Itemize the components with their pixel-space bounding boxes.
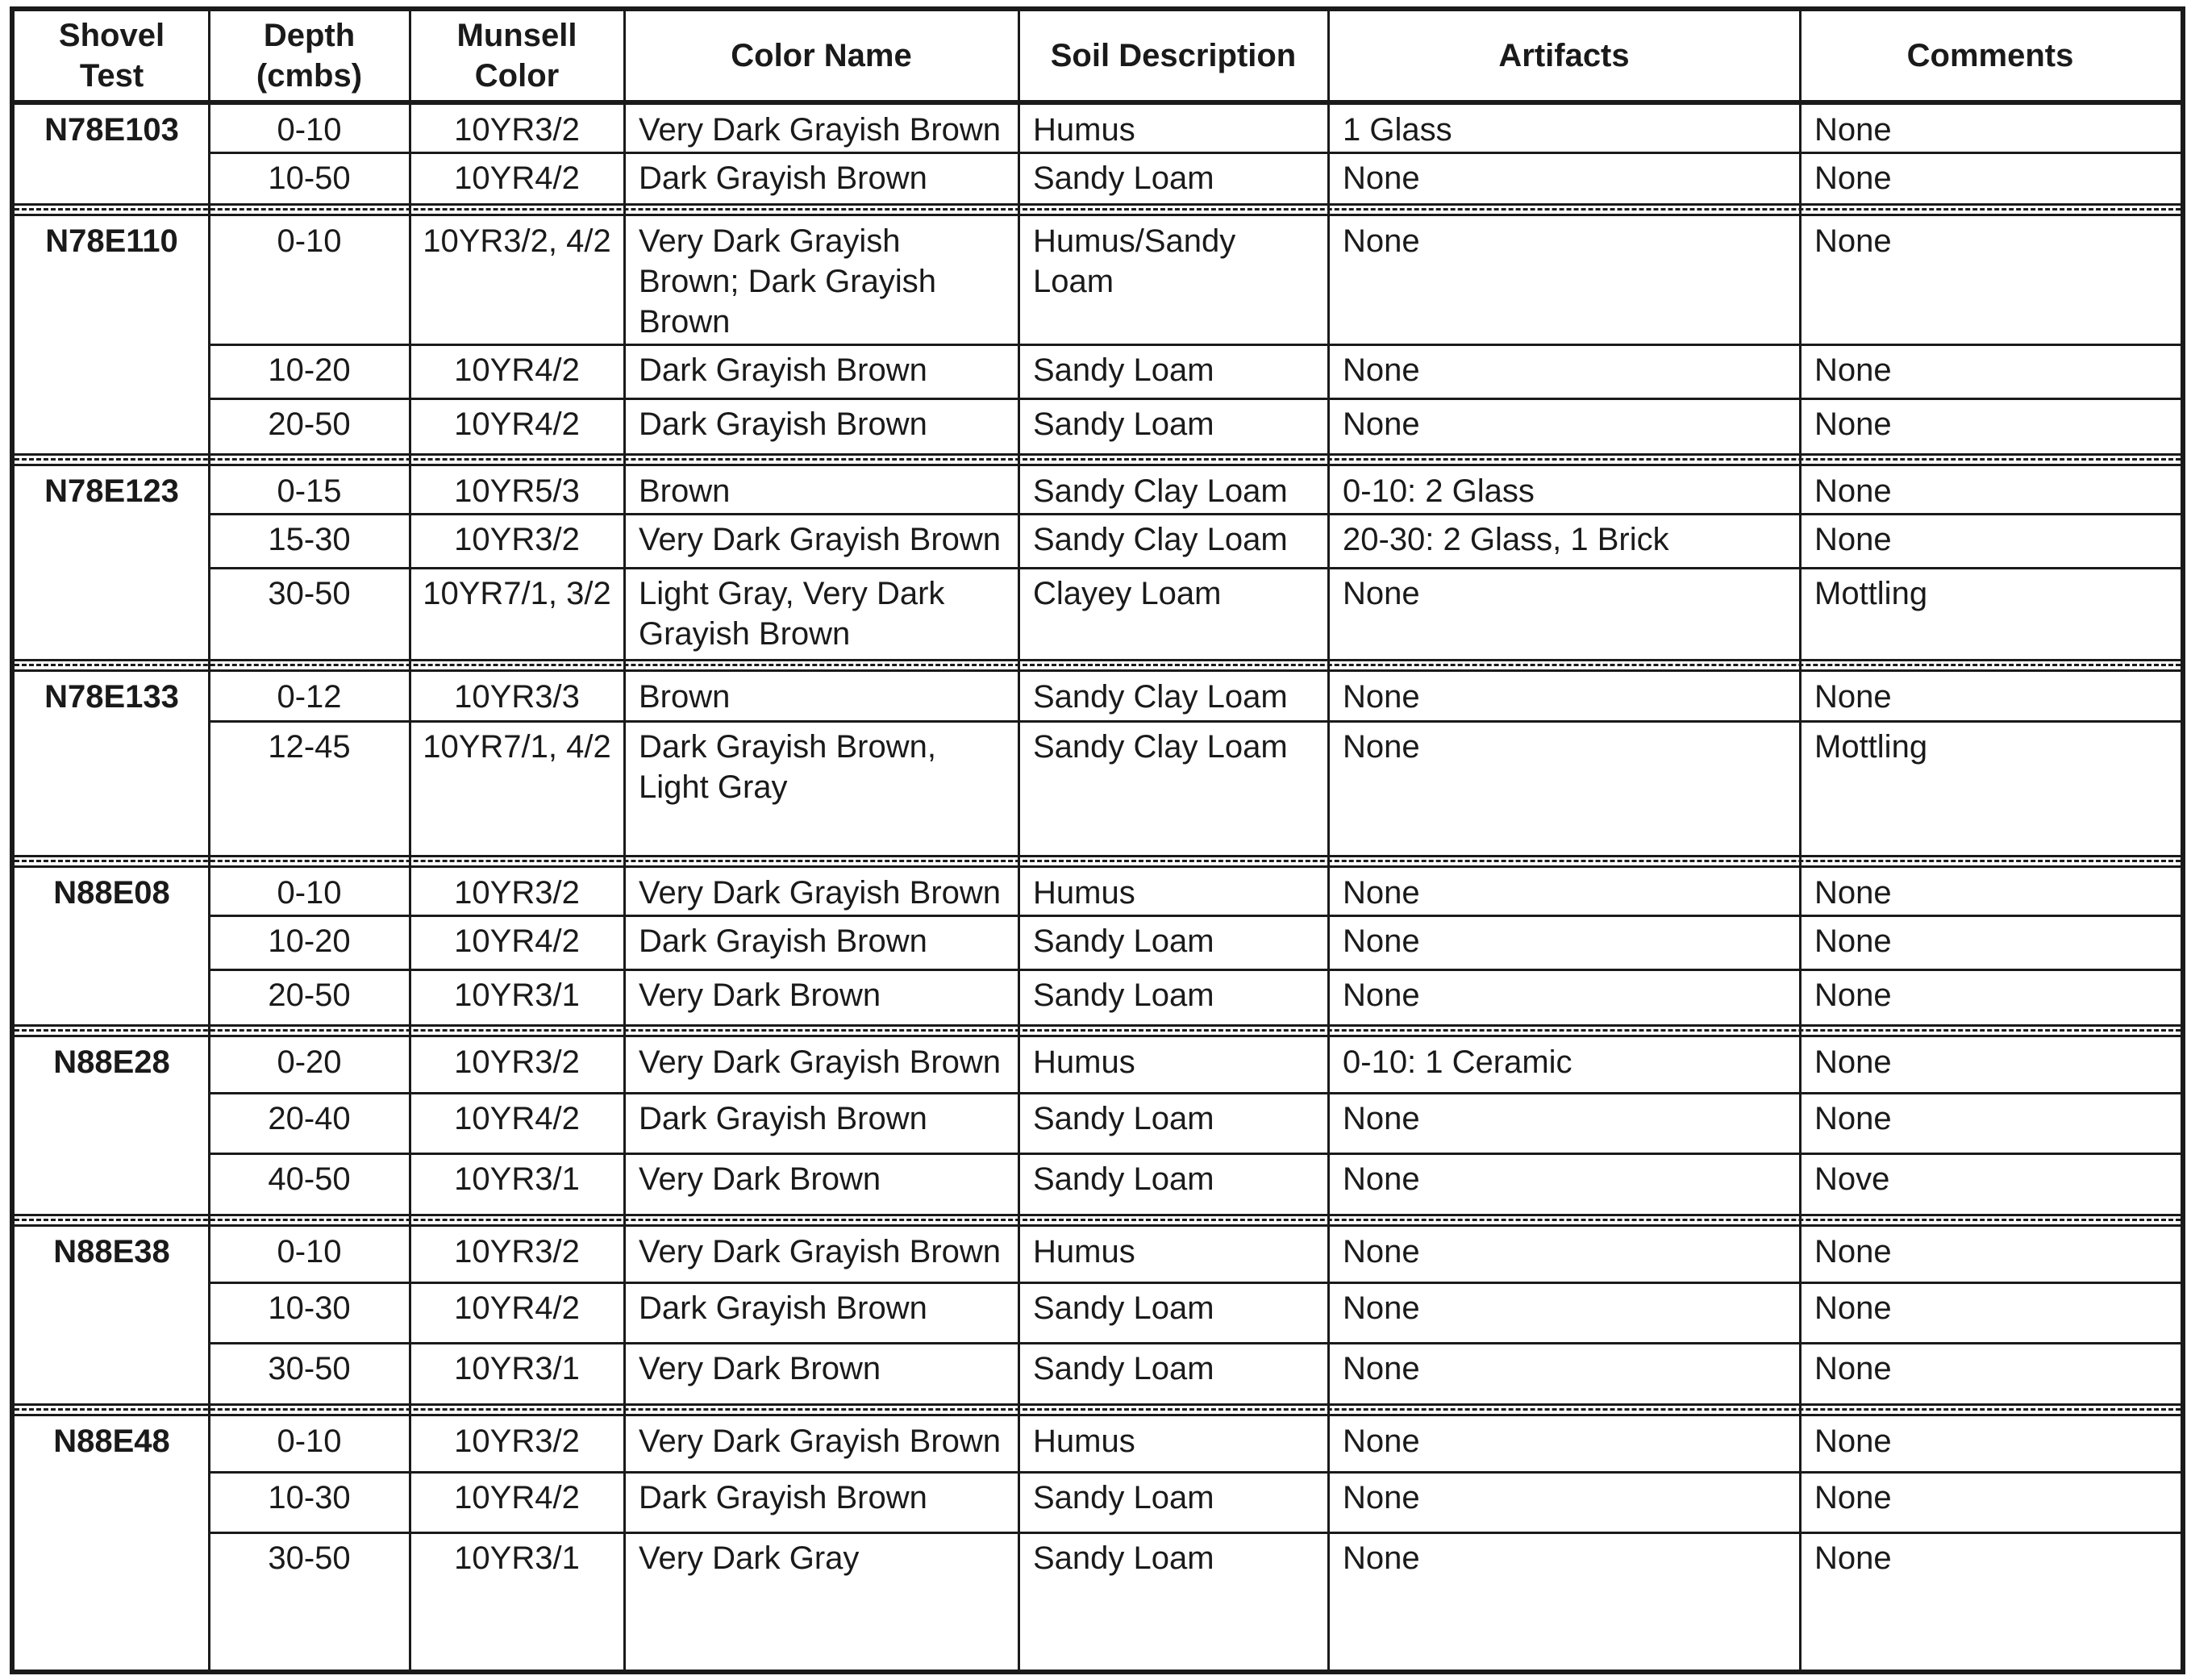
group-separator-dash: [15, 458, 2181, 461]
table-cell: Mottling: [1814, 576, 1928, 611]
column-divider: [623, 11, 626, 1670]
row-divider: [209, 398, 2181, 400]
row-divider: [209, 513, 2181, 515]
table-cell: 20-50: [268, 978, 351, 1013]
table-cell: Sandy Clay Loam: [1033, 473, 1288, 509]
table-cell: 10YR3/2: [454, 1044, 580, 1080]
table-cell: None: [1814, 473, 1892, 509]
shovel-test-id: N88E48: [53, 1424, 170, 1459]
row-divider: [209, 567, 2181, 569]
table-cell: 0-10: [277, 1234, 342, 1269]
table-cell: 30-50: [268, 1351, 351, 1386]
table-cell: 10YR4/2: [454, 1290, 580, 1326]
table-cell: 10YR3/2: [454, 522, 580, 557]
table-cell: None: [1343, 160, 1420, 196]
table-cell: None: [1343, 1161, 1420, 1197]
table-cell: 40-50: [268, 1161, 351, 1197]
table-cell: None: [1343, 406, 1420, 442]
table-cell: 10-30: [268, 1480, 351, 1515]
table-cell: Very Dark Grayish Brown: [639, 112, 1002, 148]
table-cell: 10YR3/1: [454, 1161, 580, 1197]
table-cell: None: [1343, 223, 1420, 259]
table-cell: Clayey Loam: [1033, 576, 1222, 611]
table-cell: None: [1343, 1101, 1420, 1136]
table-cell: None: [1814, 1234, 1892, 1269]
table-cell: None: [1814, 1044, 1892, 1080]
table-cell: 10YR5/3: [454, 473, 580, 509]
group-separator: [15, 1214, 2181, 1227]
group-separator: [15, 855, 2181, 868]
table-cell: Sandy Loam: [1033, 406, 1214, 442]
row-divider: [209, 969, 2181, 971]
shovel-test-id: N88E28: [53, 1044, 170, 1080]
table-cell: 10-20: [268, 923, 351, 959]
table-cell: 0-10: [277, 223, 342, 259]
table-cell: None: [1814, 1290, 1892, 1326]
table-cell: Very Dark Grayish Brown; Dark Grayish Brown: [639, 223, 936, 340]
column-header-4: Soil Description: [1050, 38, 1297, 73]
table-cell: 10YR7/1, 4/2: [423, 729, 611, 765]
table-cell: None: [1343, 576, 1420, 611]
table-cell: 30-50: [268, 1540, 351, 1576]
group-separator: [15, 1024, 2181, 1037]
table-cell: 10YR3/2: [454, 112, 580, 148]
table-cell: None: [1343, 679, 1420, 715]
table-cell: 15-30: [268, 522, 351, 557]
table-cell: 20-30: 2 Glass, 1 Brick: [1343, 522, 1669, 557]
shovel-test-id: N88E08: [53, 875, 170, 911]
table-cell: Dark Grayish Brown: [639, 406, 927, 442]
table-cell: 0-10: 2 Glass: [1343, 473, 1535, 509]
table-cell: Dark Grayish Brown: [639, 1480, 927, 1515]
table-cell: 20-40: [268, 1101, 351, 1136]
table-cell: Very Dark Grayish Brown: [639, 1234, 1002, 1269]
table-cell: 10YR4/2: [454, 160, 580, 196]
table-cell: 10YR3/1: [454, 978, 580, 1013]
table-cell: None: [1814, 223, 1892, 259]
table-cell: Nove: [1814, 1161, 1890, 1197]
column-header-2: Munsell Color: [456, 18, 577, 94]
table-cell: None: [1343, 1290, 1420, 1326]
table-cell: 0-10: 1 Ceramic: [1343, 1044, 1572, 1080]
header-divider: [15, 100, 2181, 105]
column-divider: [1018, 11, 1020, 1670]
table-cell: None: [1814, 352, 1892, 388]
table-cell: Mottling: [1814, 729, 1928, 765]
table-cell: Humus/Sandy Loam: [1033, 223, 1236, 299]
group-separator-dash: [15, 1219, 2181, 1221]
table-cell: 0-15: [277, 473, 342, 509]
table-cell: 10YR3/1: [454, 1351, 580, 1386]
row-divider: [209, 1532, 2181, 1534]
table-cell: 0-10: [277, 112, 342, 148]
shovel-test-id: N78E103: [44, 112, 179, 148]
table-cell: None: [1343, 875, 1420, 911]
table-cell: Sandy Loam: [1033, 160, 1214, 196]
table-cell: Sandy Clay Loam: [1033, 522, 1288, 557]
table-cell: 10YR3/3: [454, 679, 580, 715]
table-cell: None: [1343, 1540, 1420, 1576]
table-cell: None: [1814, 679, 1892, 715]
table-cell: 10YR3/2: [454, 1234, 580, 1269]
table-cell: Dark Grayish Brown: [639, 160, 927, 196]
shovel-test-id: N78E110: [45, 223, 178, 259]
table-cell: Very Dark Grayish Brown: [639, 1044, 1002, 1080]
table-cell: Sandy Loam: [1033, 352, 1214, 388]
table-cell: None: [1814, 160, 1892, 196]
table-cell: 10YR7/1, 3/2: [423, 576, 611, 611]
group-separator: [15, 453, 2181, 466]
shovel-test-id: N88E38: [53, 1234, 170, 1269]
table-cell: 30-50: [268, 576, 351, 611]
table-cell: 20-50: [268, 406, 351, 442]
row-divider: [209, 1282, 2181, 1284]
table-cell: None: [1814, 1540, 1892, 1576]
table-cell: Dark Grayish Brown: [639, 923, 927, 959]
table-cell: Sandy Loam: [1033, 1101, 1214, 1136]
table-cell: Brown: [639, 473, 731, 509]
column-divider: [409, 11, 411, 1670]
table-cell: 12-45: [268, 729, 351, 765]
table-cell: None: [1343, 352, 1420, 388]
row-divider: [209, 1092, 2181, 1094]
group-separator: [15, 203, 2181, 216]
group-separator-dash: [15, 1029, 2181, 1032]
table-cell: None: [1343, 1424, 1420, 1459]
shovel-test-table: [10, 6, 2185, 1674]
table-cell: 0-12: [277, 679, 342, 715]
table-cell: Sandy Loam: [1033, 978, 1214, 1013]
table-cell: Sandy Loam: [1033, 1540, 1214, 1576]
group-separator-dash: [15, 860, 2181, 862]
row-divider: [209, 1342, 2181, 1344]
table-cell: Dark Grayish Brown: [639, 1290, 927, 1326]
table-cell: Light Gray, Very Dark Grayish Brown: [639, 576, 945, 652]
table-cell: 10YR4/2: [454, 1101, 580, 1136]
table-cell: Humus: [1033, 1044, 1135, 1080]
table-cell: None: [1814, 1101, 1892, 1136]
table-cell: 0-10: [277, 1424, 342, 1459]
table-cell: Very Dark Brown: [639, 978, 881, 1013]
table-cell: Humus: [1033, 1234, 1135, 1269]
shovel-test-id: N78E133: [44, 679, 179, 715]
table-cell: Very Dark Brown: [639, 1351, 881, 1386]
table-cell: Sandy Loam: [1033, 923, 1214, 959]
row-divider: [209, 152, 2181, 154]
group-separator: [15, 659, 2181, 672]
table-cell: Very Dark Gray: [639, 1540, 860, 1576]
table-cell: Dark Grayish Brown: [639, 352, 927, 388]
table-cell: None: [1343, 978, 1420, 1013]
table-cell: None: [1814, 978, 1892, 1013]
table-cell: None: [1814, 522, 1892, 557]
table-cell: Humus: [1033, 1424, 1135, 1459]
table-cell: Sandy Loam: [1033, 1161, 1214, 1197]
table-cell: Very Dark Grayish Brown: [639, 522, 1002, 557]
table-cell: Sandy Clay Loam: [1033, 729, 1288, 765]
table-cell: Humus: [1033, 112, 1135, 148]
table-cell: 10YR4/2: [454, 923, 580, 959]
table-cell: Very Dark Brown: [639, 1161, 881, 1197]
table-cell: 10YR3/1: [454, 1540, 580, 1576]
table-cell: 10-20: [268, 352, 351, 388]
table-cell: Dark Grayish Brown, Light Gray: [639, 729, 936, 805]
table-cell: 10YR3/2: [454, 1424, 580, 1459]
table-cell: None: [1814, 1351, 1892, 1386]
table-cell: Sandy Clay Loam: [1033, 679, 1288, 715]
column-divider: [1327, 11, 1330, 1670]
shovel-test-id: N78E123: [44, 473, 179, 509]
group-separator-dash: [15, 208, 2181, 211]
table-cell: 10YR4/2: [454, 1480, 580, 1515]
row-divider: [209, 344, 2181, 346]
group-separator-dash: [15, 1408, 2181, 1411]
table-cell: Very Dark Grayish Brown: [639, 1424, 1002, 1459]
table-cell: None: [1814, 406, 1892, 442]
row-divider: [209, 720, 2181, 723]
column-header-0: Shovel Test: [58, 18, 165, 94]
table-cell: Humus: [1033, 875, 1135, 911]
table-cell: Brown: [639, 679, 731, 715]
column-header-5: Artifacts: [1498, 38, 1630, 73]
table-cell: None: [1343, 729, 1420, 765]
table-cell: Sandy Loam: [1033, 1480, 1214, 1515]
table-cell: 10-30: [268, 1290, 351, 1326]
table-cell: 10-50: [268, 160, 351, 196]
table-cell: Dark Grayish Brown: [639, 1101, 927, 1136]
table-cell: 1 Glass: [1343, 112, 1452, 148]
table-cell: None: [1343, 1234, 1420, 1269]
column-header-3: Color Name: [731, 38, 912, 73]
table-cell: 0-20: [277, 1044, 342, 1080]
column-divider: [1799, 11, 1802, 1670]
table-cell: None: [1814, 1480, 1892, 1515]
table-cell: Very Dark Grayish Brown: [639, 875, 1002, 911]
column-header-1: Depth (cmbs): [256, 18, 363, 94]
table-cell: 10YR3/2: [454, 875, 580, 911]
group-separator: [15, 1403, 2181, 1416]
table-cell: Sandy Loam: [1033, 1290, 1214, 1326]
row-divider: [209, 915, 2181, 917]
column-header-6: Comments: [1906, 38, 2074, 73]
table-cell: Sandy Loam: [1033, 1351, 1214, 1386]
group-separator-dash: [15, 664, 2181, 666]
column-divider: [208, 11, 210, 1670]
row-divider: [209, 1153, 2181, 1155]
table-cell: 10YR3/2, 4/2: [423, 223, 611, 259]
table-cell: None: [1343, 923, 1420, 959]
row-divider: [209, 1471, 2181, 1474]
table-cell: None: [1814, 923, 1892, 959]
table-cell: None: [1814, 1424, 1892, 1459]
table-cell: None: [1343, 1480, 1420, 1515]
table-cell: 10YR4/2: [454, 406, 580, 442]
table-cell: 0-10: [277, 875, 342, 911]
table-cell: None: [1343, 1351, 1420, 1386]
table-cell: None: [1814, 875, 1892, 911]
table-cell: None: [1814, 112, 1892, 148]
table-cell: 10YR4/2: [454, 352, 580, 388]
